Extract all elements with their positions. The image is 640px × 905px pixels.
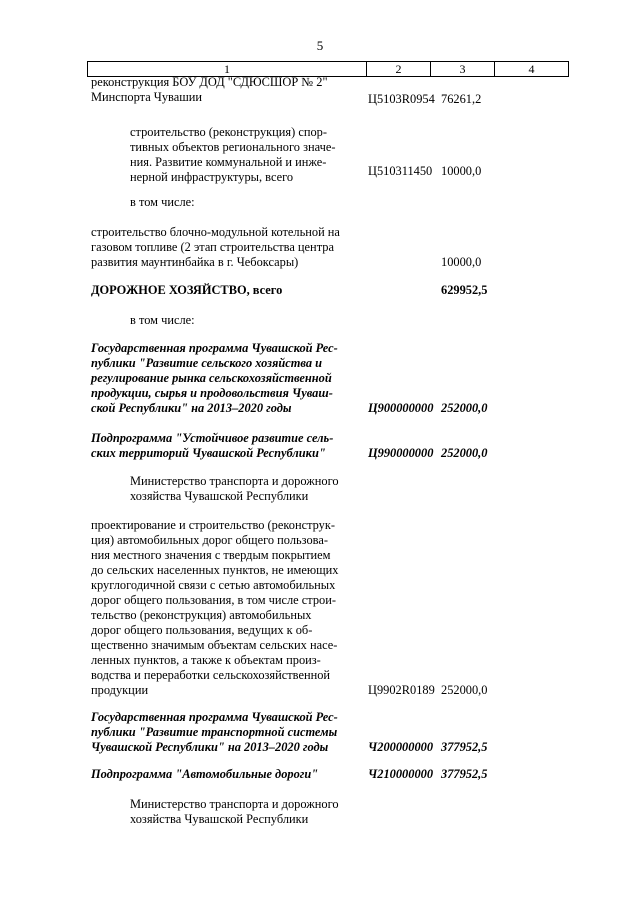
amount: 377952,5 (441, 740, 488, 754)
amount: 252000,0 (441, 401, 488, 415)
row-name-line: Государственная программа Чувашской Рес- (91, 710, 338, 724)
row-name-line: Министерство транспорта и дорожного (130, 474, 339, 488)
row-name-line: дорог общего пользования, ведущих к об- (91, 623, 313, 637)
row-name-line: хозяйства Чувашской Республики (130, 489, 309, 503)
column-header-1: 1 (88, 62, 367, 76)
row-name-line: проектирование и строительство (реконструк- (91, 518, 336, 532)
column-header-2: 2 (367, 62, 431, 76)
budget-code: Ч210000000 (368, 767, 434, 781)
amount: 629952,5 (441, 283, 488, 297)
row-name-line: ской Республики" на 2013–2020 годы (91, 401, 292, 415)
row-name (91, 225, 355, 270)
row-name-line: ния местного значения с твердым покрытием (91, 548, 331, 562)
subprogram-name (91, 431, 355, 461)
row-name-line: Минспорта Чувашии (91, 90, 203, 104)
program-name (91, 341, 355, 416)
budget-code: Ц900000000 (368, 401, 434, 415)
row-name-line: строительство блочно-модульной котельной на (91, 225, 340, 239)
row-name-line: продукции (91, 683, 149, 697)
row-name-line: в том числе: (130, 313, 195, 327)
amount: 10000,0 (441, 164, 482, 178)
section-title (91, 283, 355, 298)
budget-code: Ц9902R0189 (368, 683, 435, 697)
row-name-line: публики "Развитие транспортной системы (91, 725, 338, 739)
row-name-line: публики "Развитие сельского хозяйства и (91, 356, 323, 370)
row-name-line: ния. Развитие коммунальной и инже- (130, 155, 327, 169)
row-name-line: тельство (реконструкция) автомобильных (91, 608, 312, 622)
row-name-line: Чувашской Республики" на 2013–2020 годы (91, 740, 329, 754)
amount: 252000,0 (441, 683, 488, 697)
row-name-line: ских территорий Чувашской Республики" (91, 446, 326, 460)
budget-code: Ц5103R0954 (368, 92, 435, 106)
amount: 252000,0 (441, 446, 488, 460)
row-name (130, 125, 354, 185)
row-name-line: Государственная программа Чувашской Рес- (91, 341, 338, 355)
row-name-line: щественно значимым объектам сельских насе- (91, 638, 338, 652)
row-name-line: ДОРОЖНОЕ ХОЗЯЙСТВО, всего (91, 283, 283, 297)
program-name (91, 710, 355, 755)
row-name-line: ленных пунктов, а также к объектам произ- (91, 653, 321, 667)
row-name-line: хозяйства Чувашской Республики (130, 812, 309, 826)
row-name-line: до сельских населенных пунктов, не имеющих (91, 563, 339, 577)
budget-code: Ц510311450 (368, 164, 433, 178)
budget-code: Ч200000000 (368, 740, 434, 754)
row-name-line: водства и переработки сельскохозяйственной (91, 668, 331, 682)
row-name-line: дорог общего пользования, в том числе строи- (91, 593, 336, 607)
amount: 10000,0 (441, 255, 482, 269)
row-name-line: регулирование рынка сельскохозяйственной (91, 371, 332, 385)
budget-code: Ц990000000 (368, 446, 434, 460)
column-header-4: 4 (528, 62, 535, 76)
row-name (130, 195, 354, 210)
column-header-3: 3 (431, 62, 495, 76)
row-name-line: развития маунтинбайка в г. Чебоксары) (91, 255, 299, 269)
subprogram-name (91, 767, 355, 782)
row-name-line: Министерство транспорта и дорожного (130, 797, 339, 811)
row-name-line: тивных объектов регионального значе- (130, 140, 336, 154)
amount: 377952,5 (441, 767, 488, 781)
row-name-line: ция) автомобильных дорог общего пользова- (91, 533, 328, 547)
row-name-line: Подпрограмма "Автомобильные дороги" (91, 767, 319, 781)
ministry-name (130, 797, 354, 827)
row-name-line: газовом топливе (2 этап строительства центра (91, 240, 334, 254)
row-name (130, 313, 354, 328)
row-name-line: продукции, сырья и продовольствия Чуваш- (91, 386, 333, 400)
row-name (91, 518, 355, 698)
row-name-line: нерной инфраструктуры, всего (130, 170, 294, 184)
row-name-line: строительство (реконструкция) спор- (130, 125, 327, 139)
page-number: 5 (316, 38, 324, 53)
row-name-line: в том числе: (130, 195, 195, 209)
row-name-line: круглогодичной связи с сетью автомобильных (91, 578, 336, 592)
row-name (91, 75, 355, 105)
amount: 76261,2 (441, 92, 482, 106)
row-name-line: Подпрограмма "Устойчивое развитие сель- (91, 431, 334, 445)
row-name-line: реконструкция БОУ ДОД "СДЮСШОР № 2" (91, 75, 328, 89)
ministry-name (130, 474, 354, 504)
